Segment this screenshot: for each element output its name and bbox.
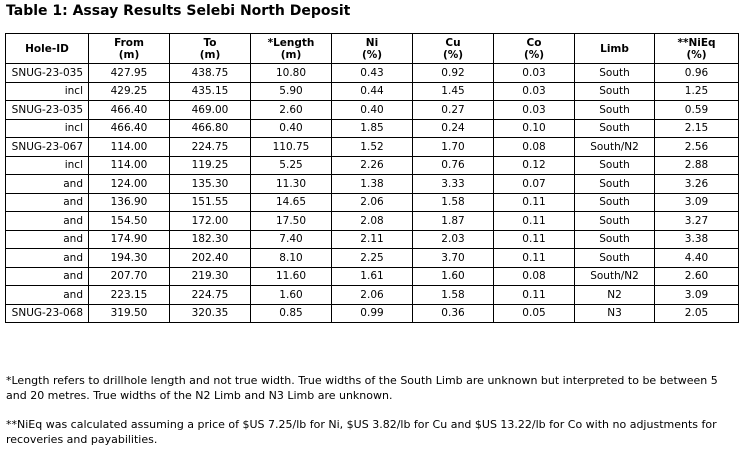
cell-limb: South/N2 (575, 138, 655, 157)
cell-from: 427.95 (89, 64, 170, 83)
cell-nieq: 3.26 (655, 175, 739, 194)
length-footnote: *Length refers to drillhole length and not true width. True widths of the South Limb are unknown but interpreted to be between 5 and 20 metres. True widths of the N2 Limb and N3 Limb are unknown. (6, 374, 718, 402)
header-length-unit: (m) (280, 48, 302, 61)
cell-from: 114.00 (89, 138, 170, 157)
cell-cu: 1.70 (413, 138, 494, 157)
cell-length: 11.30 (251, 175, 332, 194)
nieq-footnote: **NiEq was calculated assuming a price of $US 7.25/lb for Ni, $US 3.82/lb for Cu and $US 13.22/lb for Co with no adjustments for recoveries and payabilities. (6, 418, 717, 446)
cell-ni: 1.61 (332, 267, 413, 286)
table-row (6, 119, 739, 138)
table-row (6, 230, 739, 249)
header-nieq-label: **NiEq (677, 36, 716, 49)
cell-cu: 1.60 (413, 267, 494, 286)
cell-cu: 0.92 (413, 64, 494, 83)
cell-to: 172.00 (170, 212, 251, 231)
cell-co: 0.11 (494, 193, 575, 212)
cell-to: 469.00 (170, 101, 251, 120)
cell-to: 219.30 (170, 267, 251, 286)
header-ni (332, 34, 413, 64)
table-row (6, 304, 739, 323)
header-row (6, 34, 739, 64)
cell-hole-id: and (6, 286, 89, 305)
cell-co: 0.07 (494, 175, 575, 194)
cell-limb: South (575, 193, 655, 212)
cell-cu: 0.76 (413, 156, 494, 175)
header-nieq-unit: (%) (686, 48, 707, 61)
cell-from: 466.40 (89, 101, 170, 120)
cell-cu: 1.45 (413, 82, 494, 101)
footnotes (6, 373, 736, 461)
cell-nieq: 3.09 (655, 193, 739, 212)
cell-to: 224.75 (170, 286, 251, 305)
header-from-unit: (m) (118, 48, 140, 61)
header-hole-id (6, 34, 89, 64)
cell-cu: 0.27 (413, 101, 494, 120)
cell-hole-id: incl (6, 156, 89, 175)
cell-co: 0.11 (494, 249, 575, 268)
cell-length: 7.40 (251, 230, 332, 249)
cell-from: 207.70 (89, 267, 170, 286)
cell-co: 0.11 (494, 286, 575, 305)
cell-co: 0.05 (494, 304, 575, 323)
table-header (6, 34, 739, 64)
cell-to: 151.55 (170, 193, 251, 212)
cell-ni: 1.85 (332, 119, 413, 138)
cell-hole-id: SNUG-23-035 (6, 101, 89, 120)
cell-cu: 2.03 (413, 230, 494, 249)
cell-cu: 3.70 (413, 249, 494, 268)
cell-limb: South (575, 230, 655, 249)
header-cu-unit: (%) (442, 48, 464, 61)
cell-length: 0.40 (251, 119, 332, 138)
assay-results-table (5, 33, 739, 323)
cell-ni: 0.99 (332, 304, 413, 323)
cell-limb: South/N2 (575, 267, 655, 286)
table-row (6, 138, 739, 157)
cell-length: 0.85 (251, 304, 332, 323)
cell-to: 466.80 (170, 119, 251, 138)
cell-co: 0.03 (494, 82, 575, 101)
cell-length: 1.60 (251, 286, 332, 305)
table-row (6, 101, 739, 120)
cell-from: 223.15 (89, 286, 170, 305)
cell-length: 5.25 (251, 156, 332, 175)
cell-from: 466.40 (89, 119, 170, 138)
cell-cu: 1.58 (413, 286, 494, 305)
cell-ni: 0.44 (332, 82, 413, 101)
cell-hole-id: SNUG-23-067 (6, 138, 89, 157)
cell-hole-id: and (6, 267, 89, 286)
cell-length: 110.75 (251, 138, 332, 157)
cell-to: 202.40 (170, 249, 251, 268)
cell-co: 0.08 (494, 267, 575, 286)
cell-hole-id: and (6, 175, 89, 194)
cell-to: 320.35 (170, 304, 251, 323)
cell-limb: South (575, 175, 655, 194)
cell-nieq: 3.38 (655, 230, 739, 249)
cell-from: 136.90 (89, 193, 170, 212)
cell-limb: South (575, 156, 655, 175)
cell-ni: 2.08 (332, 212, 413, 231)
cell-limb: N3 (575, 304, 655, 323)
cell-to: 435.15 (170, 82, 251, 101)
cell-cu: 1.58 (413, 193, 494, 212)
header-cu (413, 34, 494, 64)
cell-hole-id: and (6, 193, 89, 212)
table-row (6, 286, 739, 305)
cell-ni: 0.43 (332, 64, 413, 83)
cell-limb: South (575, 249, 655, 268)
cell-ni: 2.26 (332, 156, 413, 175)
cell-nieq: 0.59 (655, 101, 739, 120)
cell-ni: 0.40 (332, 101, 413, 120)
header-ni-label: Ni (365, 36, 379, 49)
cell-length: 11.60 (251, 267, 332, 286)
header-hole-id-label: Hole-ID (25, 42, 69, 55)
cell-from: 319.50 (89, 304, 170, 323)
cell-co: 0.03 (494, 101, 575, 120)
table-row (6, 267, 739, 286)
cell-nieq: 2.56 (655, 138, 739, 157)
cell-cu: 0.36 (413, 304, 494, 323)
cell-nieq: 1.25 (655, 82, 739, 101)
cell-length: 14.65 (251, 193, 332, 212)
cell-length: 17.50 (251, 212, 332, 231)
cell-hole-id: SNUG-23-035 (6, 64, 89, 83)
header-co-unit: (%) (523, 48, 545, 61)
table-row (6, 64, 739, 83)
header-length (251, 34, 332, 64)
table-row (6, 249, 739, 268)
header-to-label: To (203, 36, 217, 49)
cell-hole-id: incl (6, 119, 89, 138)
cell-co: 0.11 (494, 230, 575, 249)
cell-hole-id: incl (6, 82, 89, 101)
header-cu-label: Cu (445, 36, 461, 49)
cell-from: 154.50 (89, 212, 170, 231)
cell-limb: South (575, 119, 655, 138)
cell-ni: 2.11 (332, 230, 413, 249)
cell-co: 0.12 (494, 156, 575, 175)
cell-limb: South (575, 212, 655, 231)
cell-ni: 2.06 (332, 286, 413, 305)
cell-length: 8.10 (251, 249, 332, 268)
cell-cu: 0.24 (413, 119, 494, 138)
cell-from: 124.00 (89, 175, 170, 194)
header-nieq (655, 34, 739, 64)
cell-nieq: 3.27 (655, 212, 739, 231)
table-row (6, 212, 739, 231)
cell-nieq: 2.05 (655, 304, 739, 323)
header-limb-label: Limb (600, 42, 629, 55)
cell-co: 0.11 (494, 212, 575, 231)
cell-ni: 2.06 (332, 193, 413, 212)
header-length-label: *Length (267, 36, 315, 49)
cell-length: 2.60 (251, 101, 332, 120)
cell-to: 182.30 (170, 230, 251, 249)
table-title: Table 1: Assay Results Selebi North Deposit (6, 3, 351, 19)
cell-limb: South (575, 82, 655, 101)
cell-nieq: 3.09 (655, 286, 739, 305)
cell-nieq: 2.60 (655, 267, 739, 286)
cell-length: 10.80 (251, 64, 332, 83)
cell-ni: 1.38 (332, 175, 413, 194)
cell-from: 114.00 (89, 156, 170, 175)
cell-hole-id: and (6, 230, 89, 249)
header-to (170, 34, 251, 64)
cell-from: 194.30 (89, 249, 170, 268)
cell-hole-id: and (6, 212, 89, 231)
cell-to: 119.25 (170, 156, 251, 175)
header-from-label: From (114, 36, 144, 49)
header-from (89, 34, 170, 64)
cell-limb: South (575, 101, 655, 120)
header-to-unit: (m) (199, 48, 221, 61)
cell-ni: 2.25 (332, 249, 413, 268)
cell-co: 0.08 (494, 138, 575, 157)
table-row (6, 82, 739, 101)
table-row (6, 156, 739, 175)
cell-limb: South (575, 64, 655, 83)
cell-ni: 1.52 (332, 138, 413, 157)
header-co (494, 34, 575, 64)
header-co-label: Co (526, 36, 542, 49)
cell-nieq: 2.88 (655, 156, 739, 175)
cell-nieq: 0.96 (655, 64, 739, 83)
cell-cu: 1.87 (413, 212, 494, 231)
cell-co: 0.10 (494, 119, 575, 138)
cell-hole-id: SNUG-23-068 (6, 304, 89, 323)
cell-co: 0.03 (494, 64, 575, 83)
cell-to: 224.75 (170, 138, 251, 157)
cell-length: 5.90 (251, 82, 332, 101)
cell-from: 429.25 (89, 82, 170, 101)
cell-cu: 3.33 (413, 175, 494, 194)
header-ni-unit: (%) (361, 48, 383, 61)
cell-limb: N2 (575, 286, 655, 305)
cell-from: 174.90 (89, 230, 170, 249)
cell-to: 438.75 (170, 64, 251, 83)
cell-nieq: 4.40 (655, 249, 739, 268)
table-row (6, 193, 739, 212)
table-body (6, 64, 739, 323)
cell-to: 135.30 (170, 175, 251, 194)
cell-nieq: 2.15 (655, 119, 739, 138)
header-limb (575, 34, 655, 64)
cell-hole-id: and (6, 249, 89, 268)
table-row (6, 175, 739, 194)
